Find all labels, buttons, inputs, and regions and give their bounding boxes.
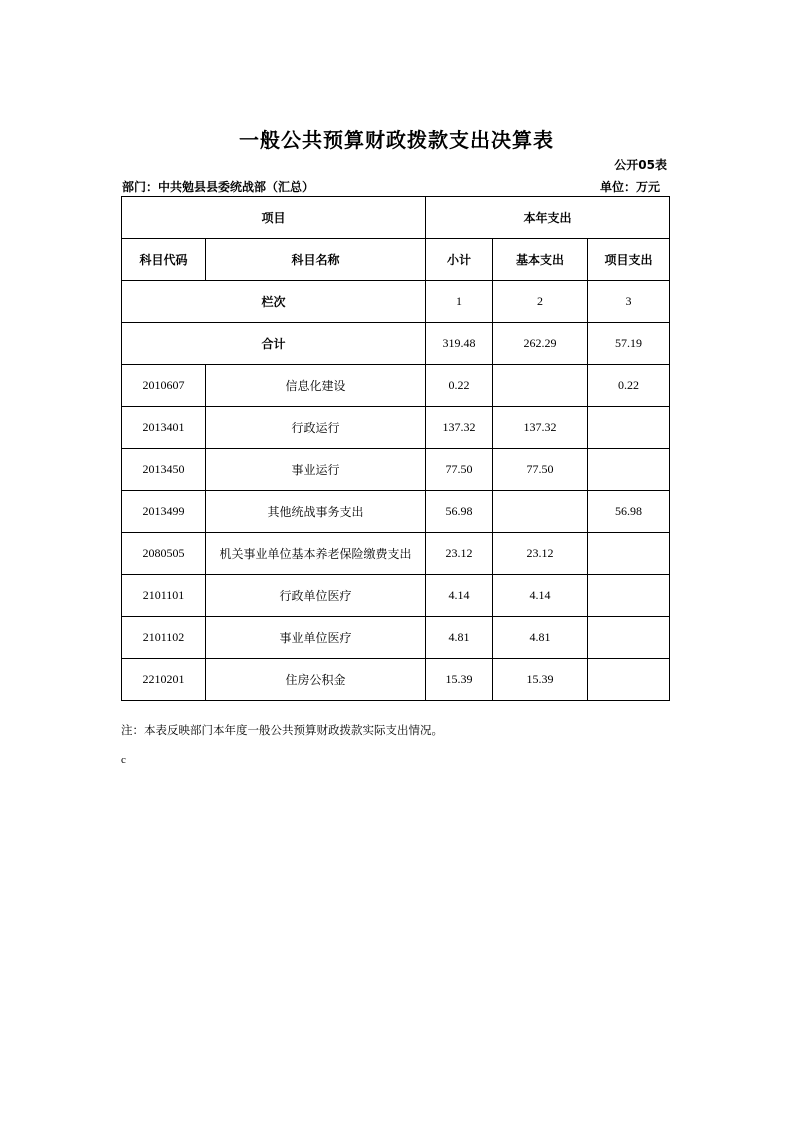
basic-value: 15.39: [493, 659, 588, 701]
total-row: [122, 323, 670, 365]
subtotal-value: 4.14: [426, 575, 493, 617]
subject-name: 事业单位医疗: [206, 617, 426, 659]
basic-value: 23.12: [493, 533, 588, 575]
subject-name: 其他统战事务支出: [206, 491, 426, 533]
subject-code: 2080505: [122, 533, 206, 575]
header-basic-expense: 基本支出: [493, 239, 588, 281]
header-row-2: [122, 239, 670, 281]
table-row: [122, 533, 670, 575]
header-project-expense: 项目支出: [588, 239, 670, 281]
subtotal-value: 0.22: [426, 365, 493, 407]
project-value: 0.22: [588, 365, 670, 407]
subject-code: 2013499: [122, 491, 206, 533]
subtotal-value: 23.12: [426, 533, 493, 575]
subject-code: 2010607: [122, 365, 206, 407]
subject-name: 信息化建设: [206, 365, 426, 407]
stray-mark: c: [121, 754, 126, 766]
header-item: 项目: [122, 197, 426, 239]
unit-label: 单位：万元: [599, 180, 660, 194]
table-row: [122, 491, 670, 533]
subtotal-value: 15.39: [426, 659, 493, 701]
project-value: [588, 659, 670, 701]
column-index-1: 1: [426, 281, 493, 323]
project-value: [588, 533, 670, 575]
basic-value: [493, 491, 588, 533]
subject-code: 2013401: [122, 407, 206, 449]
subtotal-value: 77.50: [426, 449, 493, 491]
total-basic: 262.29: [493, 323, 588, 365]
subject-name: 行政单位医疗: [206, 575, 426, 617]
project-value: [588, 617, 670, 659]
subject-code: 2013450: [122, 449, 206, 491]
subject-code: 2101102: [122, 617, 206, 659]
subject-name: 事业运行: [206, 449, 426, 491]
subtotal-value: 56.98: [426, 491, 493, 533]
table-row: [122, 407, 670, 449]
project-value: [588, 407, 670, 449]
subject-name: 住房公积金: [206, 659, 426, 701]
subtotal-value: 137.32: [426, 407, 493, 449]
header-current-year-expense: 本年支出: [426, 197, 670, 239]
total-label: 合计: [122, 323, 426, 365]
basic-value: 77.50: [493, 449, 588, 491]
subject-code: 2101101: [122, 575, 206, 617]
header-subject-code: 科目代码: [122, 239, 206, 281]
project-value: [588, 575, 670, 617]
project-value: 56.98: [588, 491, 670, 533]
basic-value: 4.14: [493, 575, 588, 617]
expense-table: [121, 196, 670, 701]
table-row: [122, 365, 670, 407]
header-row-1: [122, 197, 670, 239]
page-title: 一般公共预算财政拨款支出决算表: [239, 128, 554, 152]
table-row: [122, 617, 670, 659]
header-subject-name: 科目名称: [206, 239, 426, 281]
column-index-3: 3: [588, 281, 670, 323]
form-code: 公开05表: [614, 158, 667, 172]
subtotal-value: 4.81: [426, 617, 493, 659]
subject-name: 机关事业单位基本养老保险缴费支出: [206, 533, 426, 575]
department-label: 部门：中共勉县县委统战部（汇总）: [122, 180, 315, 194]
basic-value: 4.81: [493, 617, 588, 659]
column-index-row: [122, 281, 670, 323]
total-subtotal: 319.48: [426, 323, 493, 365]
table-row: [122, 575, 670, 617]
table-row: [122, 659, 670, 701]
total-project: 57.19: [588, 323, 670, 365]
column-index-2: 2: [493, 281, 588, 323]
column-index-label: 栏次: [122, 281, 426, 323]
subject-name: 行政运行: [206, 407, 426, 449]
table-note: 注：本表反映部门本年度一般公共预算财政拨款实际支出情况。: [121, 723, 443, 737]
basic-value: 137.32: [493, 407, 588, 449]
header-subtotal: 小计: [426, 239, 493, 281]
project-value: [588, 449, 670, 491]
subject-code: 2210201: [122, 659, 206, 701]
basic-value: [493, 365, 588, 407]
table-row: [122, 449, 670, 491]
